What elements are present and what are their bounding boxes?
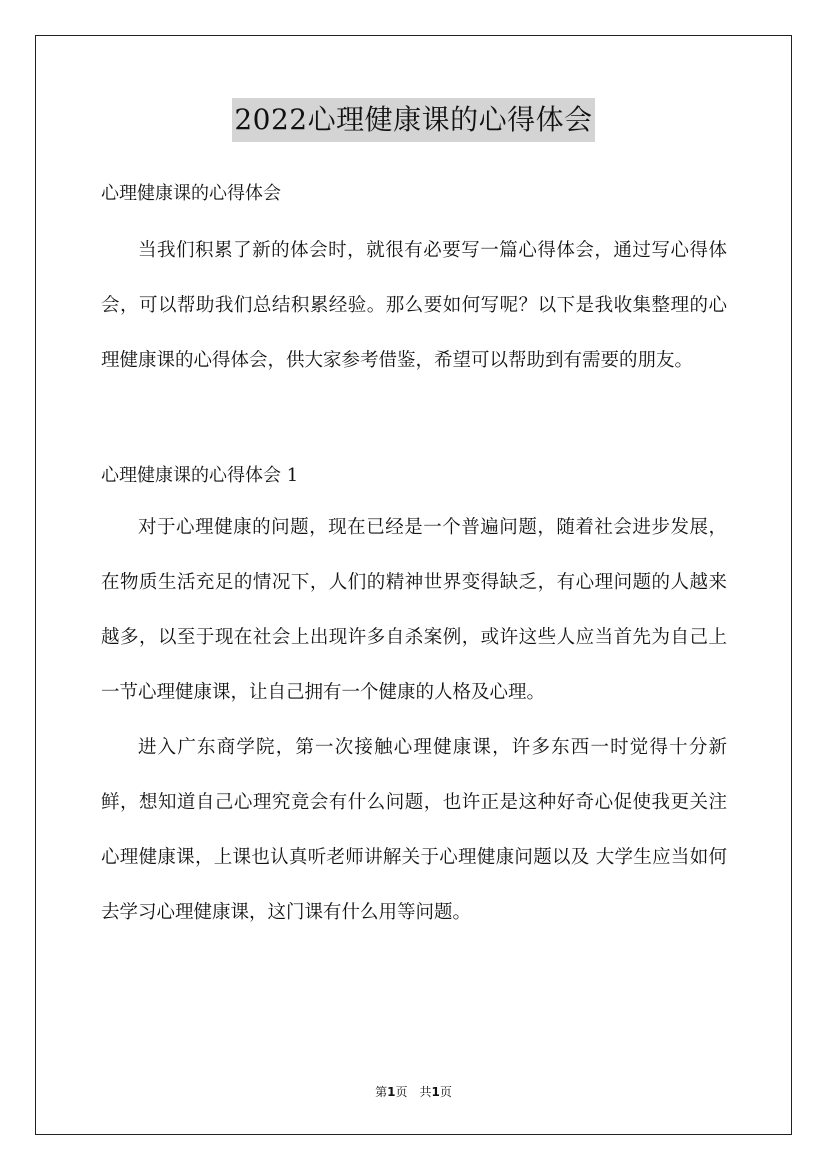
footer-page-prefix: 第 [375, 1085, 388, 1099]
section-spacer [101, 388, 727, 454]
title-container [0, 98, 827, 142]
footer-page-current: 1 [387, 1085, 396, 1099]
document-title: 2022心理健康课的心得体会 [232, 98, 594, 142]
intro-heading: 心理健康课的心得体会 [101, 183, 281, 204]
document-body [101, 172, 727, 940]
intro-paragraph: 当我们积累了新的体会时，就很有必要写一篇心得体会，通过写心得体会，可以帮助我们总结积累经验。那么要如何写呢？以下是我收集整理的心理健康课的心得体会，供大家参考借鉴，希望可以帮助到有需要的朋友。 [101, 240, 727, 371]
footer-page-suffix: 页 [439, 1085, 452, 1099]
paragraph-1: 对于心理健康的问题，现在已经是一个普遍问题，随着社会进步发展，在物质生活充足的情况下，人们的精神世界变得缺乏，有心理问题的人越来越多，以至于现在社会上出现许多自杀案例，或许这些人应当首先为自己上一节心理健康课，让自己拥有一个健康的人格及心理。 [101, 517, 727, 703]
page-footer [0, 1083, 827, 1100]
footer-page-mid: 页 共 [395, 1085, 432, 1099]
footer-page-total: 1 [431, 1085, 440, 1099]
paragraph-2: 进入广东商学院，第一次接触心理健康课，许多东西一时觉得十分新鲜，想知道自己心理究竟会有什么问题，也许正是这种好奇心促使我更关注心理健康课，上课也认真听老师讲解关于心理健康问题以及 大学生应当如何去学习心理健康课，这门课有什么用等问题。 [101, 737, 727, 923]
section-heading-1: 心理健康课的心得体会 1 [101, 465, 299, 486]
